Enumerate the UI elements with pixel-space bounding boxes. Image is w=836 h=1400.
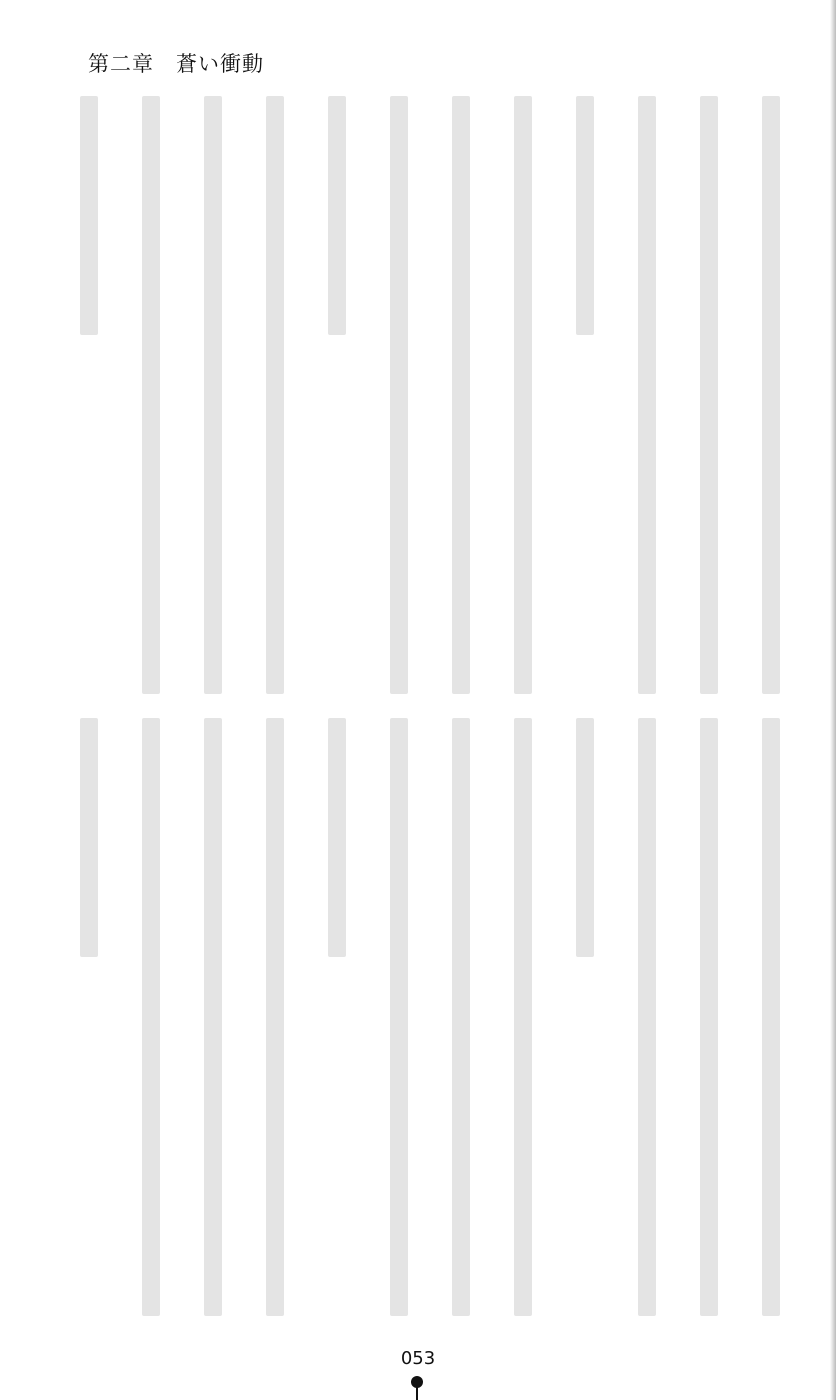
chapter-header: 第二章 蒼い衝動 — [88, 52, 264, 76]
text-column-redacted — [514, 718, 532, 1316]
text-column-redacted — [700, 96, 718, 694]
text-column-redacted — [328, 96, 346, 335]
text-column-redacted — [80, 718, 98, 957]
text-column-redacted — [390, 96, 408, 694]
text-column-redacted — [576, 718, 594, 957]
text-column-redacted — [142, 718, 160, 1316]
text-block-lower — [80, 718, 780, 1316]
text-column-redacted — [638, 718, 656, 1316]
text-column-redacted — [700, 718, 718, 1316]
binding-line — [416, 1386, 418, 1400]
text-column-redacted — [266, 96, 284, 694]
text-column-redacted — [80, 96, 98, 335]
text-column-redacted — [204, 718, 222, 1316]
text-column-redacted — [762, 96, 780, 694]
text-column-redacted — [638, 96, 656, 694]
text-column-redacted — [142, 96, 160, 694]
text-block-upper — [80, 96, 780, 694]
page-number: 053 — [400, 1348, 436, 1369]
text-column-redacted — [266, 718, 284, 1316]
page-edge — [830, 0, 836, 1400]
text-column-redacted — [390, 718, 408, 1316]
text-column-redacted — [452, 718, 470, 1316]
text-column-redacted — [452, 96, 470, 694]
text-column-redacted — [514, 96, 532, 694]
text-column-redacted — [576, 96, 594, 335]
text-column-redacted — [762, 718, 780, 1316]
text-column-redacted — [328, 718, 346, 957]
text-column-redacted — [204, 96, 222, 694]
